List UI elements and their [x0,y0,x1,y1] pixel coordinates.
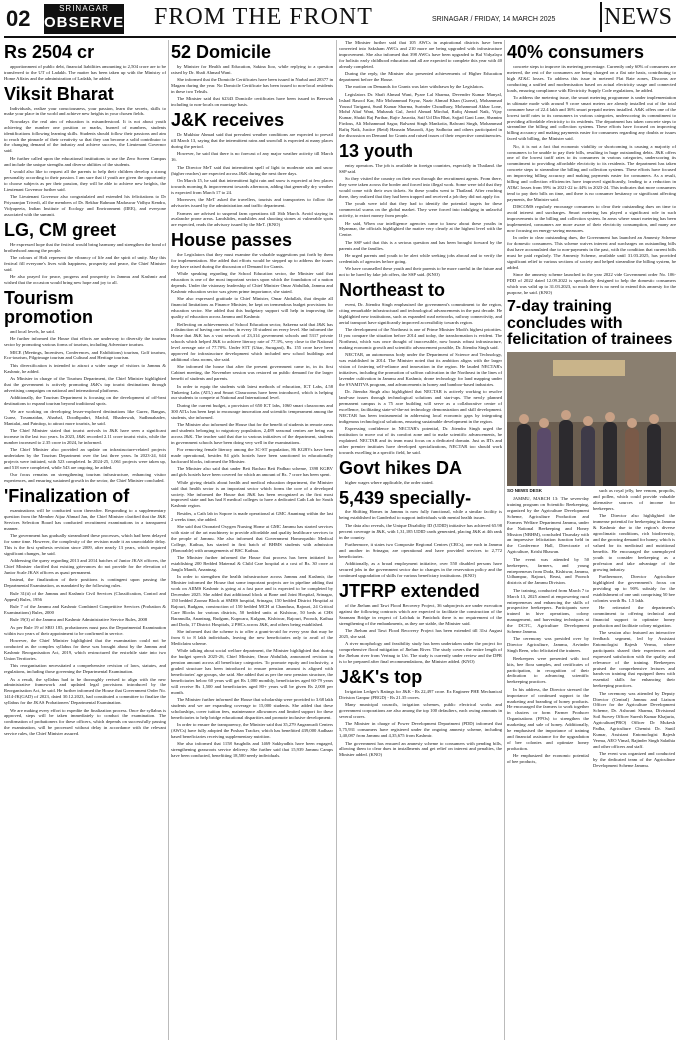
column-3 [339,40,502,1040]
paragraph: Many municipal councils, irrigation schemes, public electrical works and government corporations are also among the top 100 defaulters, each owing amounts in several crores. [339,702,502,719]
paragraph: We have counselled these youth and their parents to be more careful in the future and not to be lured by fake job offers, the SSP said. (KNO) [339,266,502,278]
headline: 13 youth [339,141,414,161]
paragraph: Rule 7 of the Jammu and Kashmir Combined Competitive Services (Probation & Examinations) Rules, 2000 [4,604,166,615]
paragraph: While speaking regarding the School Education sector, the Minister said that education is one of the most important sectors upon which the foundation of a nation depends. Under the visionary leadership of Chief Minister Omar Abdullah, Jammu and Kashmir education sector was given prime importance, she stated. [171,271,333,295]
paragraph: Furthermore, it states two Composite Regional Centres (CRCs), one each in Jammu and another in Srinagar, are operational and have provided services to 2,772 beneficiaries. [339,541,502,559]
person-figure [625,428,639,486]
paragraph: He further informed the House that efforts are underway to diversify the tourism sector by promoting various forms of tourism, including Adventure tourism. [4,336,166,348]
paragraph: The Minister said that 62343 Domicile certificates have been issued in Beerwah including to non-locals on marriage basis. [171,96,333,108]
paragraph: The government has ensured an amnesty scheme to consumers with pending bills, allowing them to clear dues in installments and get relief on interest and penalties, the Minister added. (KNO) [339,740,502,758]
paragraph: higher wages where applicable, the order stated. [345,479,434,485]
paragraph: entry operators. The job is available in foreign countries, especially in Thailand. the SSP said. [339,162,502,174]
paragraph: The Minister further informed the House that process has been initiated for establishing 200 Bedded Maternal & Child Care hospital at a cost of Rs. 30 crore at Jangla Mandi, Anantnag. [171,555,333,572]
paragraph: She also expressed gratitude to Chief Minister, Omar Abdullah, that despite all financial limitations as Finance Minister, he kept on tremendous budget provisions for education sector. She added that this budgetary support will help in improving the quality of education across Jammu and Kashmir. [171,296,333,320]
paragraph: During the current budget, a provision of 650 ICT labs, 1060 smart classrooms and 300 ATLs has been kept to encourage innovation and scientific temperament among the students, she informed. [171,402,333,420]
paragraph: A river morphology and feasibility study has been undertaken under the project for comprehensive flood mitigation of Jhelum River. The study covers the entire length of the Jhelum river from Verinag to Uri. The study is currently under review and the DPR is to be prepared after final recommendations, the Minister added. (KNO) [339,641,502,664]
paragraph: The SSP said that this is a serious question and has been brought forward by the parents and the families. [339,239,502,251]
paragraph: In order to clear outstanding dues, the Government has launched an Amnesty Scheme for domestic consumers. This scheme waives interest and surcharges on outstanding bills that have accumulated due to non-payments in the past, with the condition that current bills must be paid regularly. The Amnesty Scheme, available until 31.03.2025, has provided significant relief to various sections of society and helped streamline the billing system, he added. [507,235,676,270]
paragraph: such as royal jelly, bee venom, propolis, and pollen, which could provide valuable alternative sources of income for beekeepers. [593,488,675,511]
paragraph: In order to strengthen the health infrastructure across Jammu and Kashmir, the Minister informed the House that some important projects are in pipeline adding that work on AIIMS Kashmir is going at a fast pace and is expected to be completed by December 2025. She added that additional block at Bone and Joint Hospital, Srinagar, 150 bedded Zoonar Block at SMHS hospital, Srinagar, 150 bedded District Hospital at Rajouri, Budgam, construction of 150 bedded MCH at Chandusa, Rajouri, 24 Critical Care Blocks for various districts, 50 bedded units at Kishtwar, 50 beds at CHS Baramulla, Anantnag, Budgam, Kupwara, Kulgam, Kishtwar, Rajouri, Poonch, Kathua and Doda, 17 District Hospitals, 2 PHCs across J&K, and others being established. [171,574,333,627]
column-divider [336,40,337,1040]
paragraph: The Chief Minister stated that tourist arrivals in J&K have seen a significant increase in the last two years. In 2023, J&K recorded 2.11 crore tourist visits, while the number increased to 2.35 crore in 2024, he informed. [4,427,166,445]
paragraph: The development of the Northeast is one of Prime Minister Modi's highest priorities. If you compare the situation before 2014 and today, the transformation is evident. The Northeast, which was once thought of inaccessible, now boasts robust infrastructure, making economic growth and scientific advancement possible, Dr. Jitendra Singh said. [339,327,502,350]
paragraph: No, it is not a fact that economic viability or shortcoming is causing a majority of consumers to be unable to pay their bills, resulting in huge outstanding debts. J&K offers one of the lowest tariff rates to its consumers in various categories, underscoring its commitment to providing affordable electricity to its residents. The department has taken concrete steps to streamline the billing and collection systems. These efforts have focused on improving billing accuracy and making payments easier for consumers. As a result, billing and collection efficiencies have improved significantly, leading to a reduction in AT&C losses from 59% in 2021-22 to 44% in 2023-24. This indicates that more consumers tend to pay their bills on time, and there is no consumer hesitancy or significant affecting payments, the Minister said. [507,143,676,202]
person-head [627,418,637,428]
headline: J&K's top [339,666,423,687]
paragraph: by Minister for Health and Education, Sakina Itoo, while replying to a question raised by Dr. Shafi Ahmad Wani. [171,63,333,75]
paragraph: Addressing the query regarding 2013 and 2014 batches of Junior JKAS officers, the Chief Minister clarified that existing grievances do not provide for the elevation of Junior Scale JKAS officers as quasi permanent. [4,558,166,576]
paragraph: To address the metering issue, the smart metering programme is under implementation in ultimate mode with around 9 crore smart meters are already installed out of the total consumer base of 22.4 lakh and 36% smart prepaid meters installed. A&K offers one of the lowest tariff rates to its consumers in various categories, underscoring its commitment to providing affordable electricity to its residents. The department has taken concrete steps to streamline the billing and collection systems. These efforts have focused on improving billing accuracy and making payments easier for consumers regarding any doubts or issues faced with billing, the Minister said. [507,94,676,142]
paragraph: On March 15, he said that intermittent light rain and snow is expected at few places towards morning & improvement towards afternoon, adding that generally dry weather is expected from March 17 to 24. [171,177,333,195]
paragraph: However, he said that there is no forecast of any major weather activity till March 16. [171,151,333,163]
paragraph: Besides, a Cath lab in Sopore is made operational at GMC Anantnag within the last 2 weeks time, she added. [171,510,333,522]
paragraph: We are making every effort to expedite the finalization process. Once the syllabus is approved, steps will be taken immediately to conduct the examination. The confirmation of probationers for these officers, which depends on successfully passing the examination, will be processed without delay in accordance with the relevant service rules, the Chief Minister assured. [4,707,166,737]
article-right-column [593,488,675,770]
headline: Rs 2504 cr [4,42,95,62]
headline: LG, CM greet [4,219,117,240]
photo-banner [553,360,625,376]
paragraph: the Legislators that they must examine the valuable suggestions put forth by them for implementation. She added that efforts would be stepped up to address the issues they have raised during the discussion of Demand for Grants. [171,252,333,269]
paragraph: The data also reveals, the Unique Disability ID (UDID) initiative has achieved 65.98 percent coverage in J&K, with 1,31,185 UDID cards generated, placing J&K at 4th rank in the country. [339,522,502,540]
headline: 52 Domicile [171,42,272,62]
paragraph: Additionally, the Tourism Department is focusing on the development of off-beat destinations to expand tourism beyond traditional spots. [4,395,166,407]
paragraph: The ceremony was attended by Deputy Director (Central) Jammu and Liaison Officer for the Agriculture Development Scheme, Dr. Ashwani Sharma, Divisional Soil Survey Officer Suresh Kumar Khajuria, Agriculture(PRO) Officer Dr Mukesh Padha, Agriculture Chemist Dr. Sunil Kumar, Assistant Entomologist Rajesh Verma, AEO Vimal, Rajinder Singh Salathia and other officers and staff. [593,690,675,749]
headline: 5,439 specially- [339,487,472,508]
paragraph: Instead, the finalization of their positions is contingent upon passing the Departmental Examination, as mandated by the following rules. [4,577,166,589]
paragraph: NECTAR, an autonomous body under the Department of Science and Technology, was established in 2014. The Minister noted that its ambition aligns with the larger vision of fostering self-reliance and innovation in the region. He lauded NECTAR's initiatives, including the promotion of saffron cultivation in the Northeast in the lines of lavender cultivation in Jammu and Kashmir, drone technology for land mapping under the SVAMITVA program, and advancements in honey and bamboo-based industries. [339,352,502,387]
news-photo [507,352,676,486]
column-1 [4,40,166,1040]
headline: 40% consumers [507,42,645,62]
paragraph: The government has gradually streamlined these processes, which had been delayed for some time. However, the complexity of the revision made it an unavoidable delay. This is the first synthesis revision since 2009, after nearly 13 years, which required significant changes, he said. [4,533,166,556]
paragraph: She informed the house that after the present government came in, in its first Cabinet meeting, the November session was restored on public demand for the larger benefit of students and parents. [171,364,333,382]
paragraph: The Jhelum and Tawi Flood Recovery Project has been extended till 31st August 2025, she said. [339,627,502,639]
paragraph: The Minister also informed the House that for the benefit of students in remote areas and students belonging to migratory population, 2,489 seasonal centres are being run across J&K. The teacher said that due to various initiatives of the department, students in government schools have been doing very well in the examinations. [171,422,333,445]
paragraph: the Shifting Homes in Jammu is now fully functional, while a similar facility is being established in Ganderbal to support individuals with mental health issues. [339,509,502,521]
paragraph: However, the Chief Minister highlighted that the examination could not be conducted as the complex syllabus for these was brought about by the Jammu and Kashmir Reorganisation Act, 2019, which restructured the erstwhile state into two Union Territories. [4,638,166,661]
person-figure [581,426,595,486]
person-figure [537,428,551,486]
paragraph: The Director MeT said that intermittent spell of light to moderate rain and snow (higher reaches) are expected across J&K during the next three days. [171,164,333,176]
headline: 7-day training concludes with felicitation of trainees [507,297,673,349]
paragraph: Farmers are advised to suspend farm operations till 16th March. Avoid staying in avalanche prone areas. Landslides, mudslides and shooting stones at vulnerable spots are expected, reads the advisory issued by the MeT. (KNO) [171,210,333,228]
paragraph: She informed that the scheme is to offer a grant-in-aid for every year that may be from 6 to 8 lakh individuals, leaving the new beneficiaries only to avail of the Mediclaim scheme. [171,628,333,646]
person-head [649,414,659,424]
paragraph: DISCOMS regularly encourage consumers to clear their outstanding dues on time to avoid interest and surcharges. Smart metering has played a significant role in such improvements to the billing and collection system. In areas where smart metering has been implemented, consumers are more aware of their electricity consumption, and many are now focusing on energy-saving measures. [507,204,676,233]
paragraph: She informed that the Domicile Certificates have been issued in Narbal and 28377 in Magam during the year. No Domicile Certificate has been issued to non-local residents in these two Tehsils. [171,77,333,95]
column-divider [504,40,505,1040]
paragraph: Individuals, realize your consciousness, your passion, learn the secrets, skills to make your place in the world and achieve new heights in your chosen fields. [4,105,166,117]
paragraph: This diversification is intended to attract a wider range of visitors to Jammu & Kashmir, he added. [4,362,166,374]
paragraph: The event was organized and conducted by the dedicated team of the Agriculture Development Scheme Jammu. [593,751,675,768]
paragraph: The youth were told that they had to identify the potential targets for these commercial scams on the global market. They were forced into indulging in unlawful activity, to extort money from people. [339,201,502,219]
paragraph: MICE (Meetings, Incentives, Conferences, and Exhibitions) tourism, Golf tourism, Eco-tourism, Pilgrimage tourism and Cultural and Heritage tourism. [4,349,166,361]
paragraph: Dr Mukhtar Ahmad said that prevalent weather conditions are expected to prevail till March 13, saying that the intermittent rains and snowfall is expected at many places during the period. [171,132,333,149]
paragraph: The motion on Demands for Grants was later withdrawn by the Legislators. [345,84,485,90]
column-divider [168,40,169,1040]
article-two-column [507,488,676,770]
paragraph: The event was attended by 50 beekeepers, farmers, and young entrepreneurs from Doda, Kishtwar, Jammu, Udhampur, Rajouri, Reasi, and Poonch districts of the Jammu Division. [507,556,589,586]
paragraph: The Minister in charge of Power Development Department (PDD) informed that 5,75,931 consumers have registered under the ongoing amnesty scheme, including 1,40,087 from Jammu and 4,35,675 from Kashmir. [339,721,502,739]
paragraph: In order to equip the students with latest methods of education, ICT Labs, 4.58 Tinkering Labs (ATL) and Smart Classrooms have been introduced, which is helping our students to compete at National and International level. [171,383,333,401]
paragraph: This reorganisation necessitated a comprehensive revision of laws, statutes, and regulations, including those governing the Departmental Examination. [4,663,166,675]
paragraph: concrete steps to improve its metering percentage. Currently only 60% of consumers are metered, the rest of the consumers are being charged on a flat rate basis, contributing to high AT&C losses. To address this issue in metered Flat Rate zones, Discoms are conducting a unified and modernisation based on actual electricity usage and connected loads, ensuring compliance with Electricity Supply Code regulations, he added. [507,63,676,93]
paragraph: The session also featured an interactive feedback segment, led by Assistant Entomologist Rajesh Verma, where participants shared their experiences and expressed satisfaction with the quality and relevance of the training. Beekeepers praised the comprehensive lectures and hands-on training that equipped them with essential skills for enhancing their beekeeping practices. [593,630,675,689]
paragraph: He further called upon the educational institutions to use the Zero Screen Campus and include the unique strengths and diverse abilities of the students. [4,155,166,167]
byline: SO NEWS DESK [507,488,543,494]
paragraph: and local levels, he said. [10,328,55,334]
column-4 [507,40,676,1040]
section-title: FROM THE FRONT [154,4,373,30]
paragraph: I would also like to request all the parents to help their children develop a strong personality according to their passion. I am sure that if youth are given the opportunity to choose subjects as per their passion, they will be able to achieve new heights, the Lieutenant Governor further said. [4,169,166,192]
paragraph: While giving details about health and medical education department, the Minister said that health sector is an important sector which forms the core of a developed society. She informed the House that J&K has been recognized as the first most improved state and has had 8 medical colleges to have a dedicated Cath Lab for South Kashmir region. [171,479,333,509]
paragraph: The Minister further said that 105 AWCs in aspirational districts have been converted into Saksham AWCs and 210 more are being upgraded with infrastructure improvement. She also informed that 398 AWCs have been upgraded to Bal Vidyalaya for holistic early childhood education and all are expected to complete this year with 40 already completed. [339,40,502,69]
paragraph: She also informed that 1158 Saughdis and 1469 Sakhyadhis have been engaged, strengthening grassroots service delivery. She further said that 15,939 Jammu Camps have been conducted, benefitting 18,500 needy individuals. [171,741,333,759]
paragraph: In order to ensure the transparency, the Minister said that 35,279 Anganwadi Centers (AWCs) have fully adopted the Poshan Tracker, which has benefitted 439,000 Aadhaar based beneficiaries receiving supplementary nutrition. [171,722,333,739]
column-2 [171,40,333,1040]
headline: Tourism promotion [4,288,93,327]
headline: JTFRP extended [339,580,480,601]
paragraph: Since the amnesty scheme launched in the year 2022 vide Government order No. 106-PDD of 2022 dated 12.09.2022 is specifically designed to help the domestic consumers which was valid up to 31.03.2023, so much there is no need to extend this amnesty for the purpose, he said. (KNO) [507,272,676,295]
person-head [519,414,529,424]
paragraph: He urged parents and youth to be alert while seeking jobs abroad and to verify the credentials of agencies before going. [339,253,502,264]
headline: Govt hikes DA [339,457,463,478]
paragraph: of the Jhelum and Tawi Flood Recovery Project, 36 subprojects are under execution against the following contracts which are expected to facilitate the construction of the Saranam Bridge in respect of Lalchak to Pantchok there is no requirement of the strengthening of the embankments, as they are stable, the Minister said. [339,602,502,626]
article-left-column [507,488,589,770]
paragraph: He reiterated the department's commitment to offering technical and financial support to optimize honey production and facilitate colony migration. [593,604,675,628]
paragraph: event, Dr. Jitendra Singh emphasised the government's commitment to the region, citing remarkable infrastructural and technological advancements in the past decade. He highlighted new institutions, such as expanded road networks, railway connectivity, and aerial transport have significantly improved accessibility towards region. [339,302,502,325]
paragraph: Furthermore, Director Agriculture highlighted the government's focus on providing up to 90% subsidy for the establishment of one unit comprising 50 bee colonies worth Rs. 1.5 lakh. [593,573,675,603]
person-figure [559,420,573,486]
logo-bottom-text: OBSERVER [44,14,136,31]
paragraph: As a result, the syllabus had to be thoroughly revised to align with the new administrative framework and updated legal provisions introduced by the Reorganisation Act, he said. He further informed the House that Government Order No. 1414-JK(GAD) of 2023, dated 30.12.2023, had constituted a committee to finalize the syllabus for the JKAS Probationers' Departmental Examination. [4,676,166,706]
logo-top-text: SRINAGAR [59,4,109,13]
person-head [539,418,549,428]
paragraph: Our focus remains on strengthening tourism infrastructure, enhancing visitor experiences, and ensuring sustained growth in the sector, the Chief Minister concluded. [4,472,166,484]
paragraph: He said, When our intelligence agencies came to know about these youths in Myanmar, the officials highlighted the matter very clearly at the highest level with the Centre. [339,220,502,238]
paragraph: For removing female literacy among the 3C-ST population, 86 KGBVs have been made operational, besides 84 girls hostels have been sanctioned in educationally backward blocks, informed the Minister. [171,447,333,465]
page-header [4,2,676,38]
paragraph: Dr. Jitendra Singh also highlighted that NECTAR is actively working to resolve land-use issues through technological solutions and start-ups. The newly planned permanent campus is a 75 acre building will serve as a collaborative centre of excellence, facilitating state-of-the-art technology demonstration and skill development. NECTAR has been instrumental in addressing local economic gaps by integrating indigenous technological solutions, ensuring sustainable development in the region. [339,389,502,424]
headline: Viksit Bharat [4,83,114,104]
paragraph: apportionment of public debt, financial liabilities amounting to 2,504 crore are to be transferred to the UT of Ladakh. The matter has been taken up with the Ministry of Home Affairs and the administration of Ladakh, he added. [4,63,166,81]
headline: J&K receives [171,110,285,131]
paragraph: Reflecting on achievements of School Education sector, Sakeena said that J&K has a distinction of having one teacher, in every 10 student on every level. She informed the House that J&K has a vast network of 23,314 government schools and 5317 private schools which helped J&K to achieve literacy rate of 77.3%, very close to the National level average rate of 77.70%. Under STT (Uttar, Surugani), Rs. 155 crore have been approved for infrastructure development which included new school buildings and additional class rooms, she said. [171,321,333,363]
paragraph: Expressing confidence in NECTAR's potential, Dr. Jitendra Singh urged the institution to move out of its comfort zone and to make scientific advancements, he explained. NECTAR and its team must focus on a dedicated domain. Just as IITs and other premier institutes have developed specializations, NECTAR too should work towards excelling in a specific field, he said. [339,426,502,455]
paragraph: Beekeepers were presented with tool kits, bee flora samples, and certificates of participation, in recognition of their dedication to advancing scientific beekeeping practices. [507,655,589,685]
paragraph: The training, conducted from March 7 to March 13, 2025 aimed at empowering rural entrepreneurs and enhancing the skills of prospective beekeepers. Participants were trained in hive operations, colony management, and harvesting techniques at the DCTC, Agriculture Development Scheme Jammu. [507,587,589,635]
headline: House passes [171,230,293,251]
paragraph: He also prayed for peace, progress and prosperity in Jammu and Kashmir and wished that the occasion would bring new hope and joy to all. [4,274,166,286]
page-number: 02 [6,6,31,31]
masthead-logo [44,4,136,34]
headline: 'Finalization of [4,486,130,507]
paragraph: The Chief Minister also provided an update on infrastructure-related projects undertaken by the Tourism Department over the last three years. In 2023-24, 644 projects were initiated, with 523 completed. In 2024-25, 1,061 projects were taken up, and 518 were completed, while 543 are ongoing, he added. [4,447,166,470]
news-tag: NEWS [600,2,674,32]
paragraph: As per Rule 19 of SRO 185, probationers must pass the Departmental Examination within two years of their appointment to be confirmed in service. [4,624,166,636]
paragraph: Nowadays the real aim of education is misunderstood. It is not about youth achieving the number one position or marks, burned of numbers, students identifications following learning skills. Students should follow their passions and aim to reach the pinnacle of their creativity so that they can become a solid contributor to the changing demand of the industry and achieve success, the Lieutenant Governor said. [4,118,166,154]
paragraph: In his address, the Director stressed the importance of continued support to the marketing and branding of honey products. He encouraged the farmers to work together in clusters or form Farmer Producer Organisations (FPOs) to strengthen the marketing and sale of honey. Additionally, he emphasised the importance of training and financial assistance for the upgradation of bee colonies and optimize honey production. [507,686,589,751]
person-figure [517,424,531,486]
person-head [583,416,593,426]
paragraph: She said that Ozonated Oxygen Nursing Home at GMC Jammu has started services with state of the art machinery to provide affordable and quality healthcare services to the people of Jammu. She also informed that Government Homeopathic Medical College, Kathua, has started in first batch of BHMS students with admission (Honorable) with arrangements of BSC Kathua. [171,524,333,553]
paragraph: He expressed hope that the festival would bring harmony and strengthen the bond of brotherhood among the people. [4,241,166,253]
paragraph: The Lieutenant Governor also congratulated and extended his felicitations to Dr Priyaranjan Trivedi, all the members of Dr. Rekhar Rahman Madaswar Vidhya Kendra, Vidyapeeta, Indian Institute of Ecology and Environment (IIEE), and everyone associated with the summit. [4,194,166,217]
paragraph: The Minister further informed the House that scholarship were provided to 3.68 lakh students and we are expanding coverage to 15,000 students. She added that these scholarships, cover tuition fees, maintenance allowances and limited support for these beneficiaries to help bridge educational disparities and promote inclusive development. [171,696,333,720]
paragraph: Rule 31(ii) of the Jammu and Kashmir Civil Services (Classification, Control and Appeal) Rules, 1956 [4,590,166,602]
paragraph: The Minister also said that under Beti Bachao Beti Padhao scheme, 1398 KGBV and girls hostels have been covered for which an amount of Rs. 7 crore has been spent. [171,466,333,478]
paragraph: JAMMU, MARCH 13: The seven-day training program on Scientific Beekeeping, organized by the Agriculture Development Scheme, Agriculture Production and Farmers Welfare Department Jammu, under the National Beekeeping and Honey Mission (NBHM), concluded Thursday with an impressive felicitation function held in the Conference Hall, Directorate of Agriculture, Krishi Bhawan. [507,496,589,555]
person-figure [603,422,617,486]
paragraph: As Minister in charge of the Tourism Department, the Chief Minister highlighted that the government is actively promoting J&K's top tourist destinations through advertising campaigns on national and international platforms. [4,376,166,393]
paragraph: Irrigation Ledger's Ratings for J&K - Rs 22,497 crore. Ex Engineer PHE Mechanical Division Ganpur (PRGD) - Rs 21.35 crores. [339,688,502,700]
paragraph: The ceremony was presided over by Director Agriculture, Jammu, Arvinder Singh Reen, who felicitated the trainees. [507,636,589,654]
paragraph: Moreover, the MeT asked the travellers, tourists and transporters to follow the advisories issued by the administration and traffic department. [171,197,333,209]
paragraph: The colours of Holi represent the vibrancy of life and the spirit of unity. May this festival fill everyone's lives with happiness, prosperity and peace, the Chief Minister said. [4,255,166,272]
paragraph: He emphasized the economic potential of bee products, [507,753,589,765]
person-figure [647,424,661,486]
headline: Northeast to [339,280,446,301]
paragraph: We are working on developing lesser-explored destinations like Gurez, Bangus, Gurez, Tosamaidan, Aharbal, Doodhpathri, Machil, Bhaderwah, Sudhmahadev, Mantalai, and Patnitop, to attract more tourists, he said. [4,408,166,426]
paragraph: During the reply, the Minister also presented achievements of Higher Education department before the House. [339,71,502,82]
paragraph: Legislators Dr. Shafi Ahmad Wani, Pyare Lal Sharma, Devender Kumar Manyal, Irshad Rasool Kar, Mir Mohammad Fayaz, Nazir Ahmad Khan (Gurezi), Mohammad Yousuf Tarigami, Sunil Kumar Sharma, Surinder Choudhary, Mohammad Akbar Lone, Mohd Altaf Wani, Mubarak Gul, Javid Ahmad Mirchal, Rafiq Ahmad Naik, Vijay Kumar, Shakti Raj Parihar, Rajiv Jasrotia, Saif Ud Din Bhat, Sajjad Gani Lone, Shamim Firdous, Ali Mohammad Sagar, Balwant Singh Mankotia, Balwant Singh, Mohammad Rafiq Naik, Justice (Retd) Hasnain Masoodi, Ajay Sadhotra and others participated in the discussion on Demand for Grants and raised issues of their respective constituencies. [339,91,502,139]
paragraph: While talking about social welfare department, the Minister highlighted that during the budget speech 2025-26, Chief Minister, Omar Abdullah, announced revision in pension amount across all beneficiary categories. To promote equity and inclusivity, a graded structure has been introduced to ensure pension amount is aligned with beneficiaries' age groups, she said. She added that as per the new pension structure, the beneficiaries below 60 years will get Rs 1,000 monthly, beneficiaries aged 60-79 years will receive Rs 1,500 and beneficiaries aged 80+ years will be given Rs 2,000 per month. [171,648,333,695]
paragraph: Additionally, as a broad employment initiative, over 550 disabled persons have secured jobs in the government sector due to changes in the reservation policy and the continued upgradation of skills for various beneficiary institutions. (KNO) [339,561,502,578]
paragraph: examinations will be conducted soon thereafter. Responding to a supplementary question from the Member Aijaz Ahmad Jan, the Chief Minister clarified that the J&K Services Selection Board has conducted recruitment examinations in a transparent manner. [4,507,166,531]
paragraph: So they visited the country on their own through the recruitment agents. From there, they were taken across the border and forced into illegal work. Some were told that they would come with their own tickets. So these youths went to Thailand. After reaching there, they realized that they had been trapped and received a job they did not apply for. [339,176,502,199]
paragraph: Rule 19(3) of the Jammu and Kashmir Administrative Service Rules, 2008 [10,617,148,623]
dateline: SRINAGAR / FRIDAY, 14 MARCH 2025 [432,16,556,23]
paragraph: The Director also highlighted the immense potential for beekeeping in Jammu & Kashmir due to the region's diverse agroclimatic conditions, rich biodiversity, and the growing demand for honey, which is valued for its medicinal and nutritional benefits. He encouraged the unemployed youth to consider beekeeping as a profession and take advantage of the growing industry. [593,513,675,572]
